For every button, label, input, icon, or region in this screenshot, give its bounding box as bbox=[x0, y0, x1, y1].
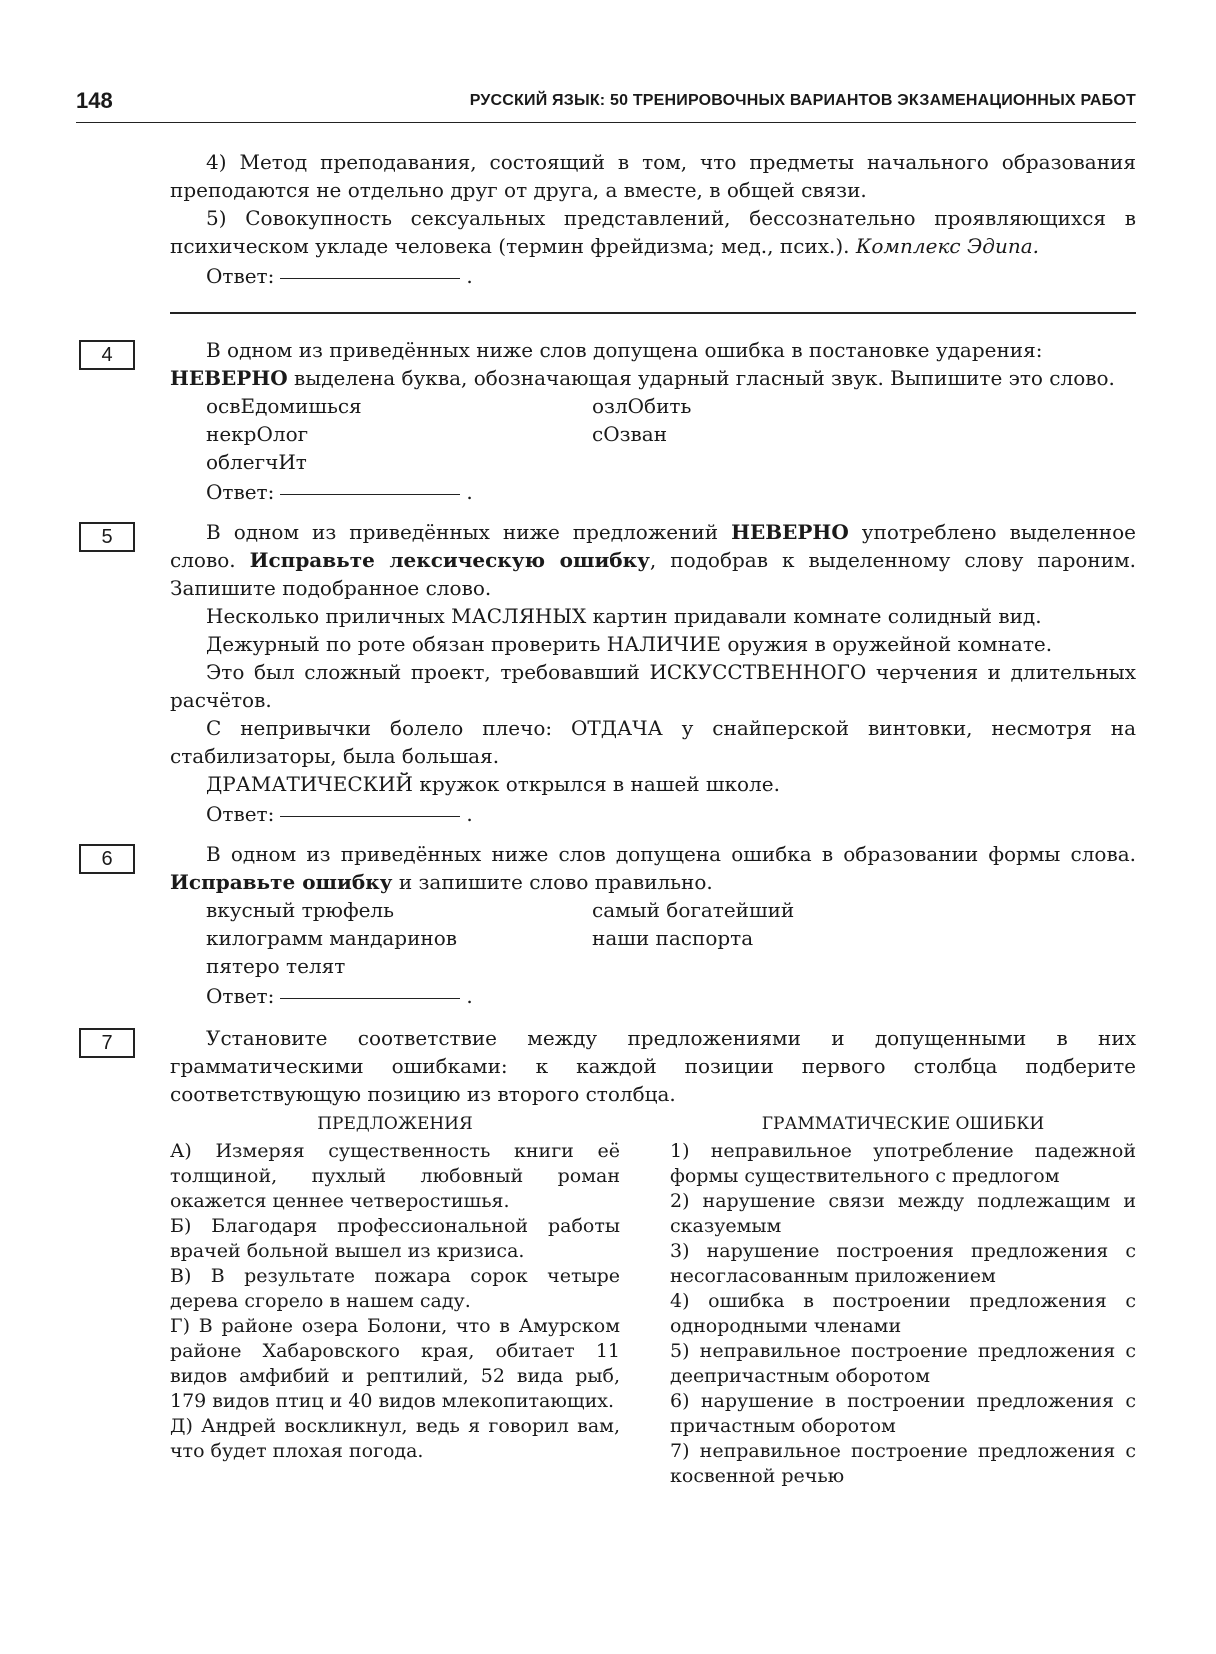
word-item: килограмм мандаринов bbox=[206, 926, 458, 950]
task-4-instruction bbox=[170, 336, 1136, 392]
sentence-option: Д) Андрей воскликнул, ведь я говорил вам, что будет плохая погода. bbox=[170, 1415, 620, 1462]
answer-end: . bbox=[466, 480, 473, 504]
word-item: облегчИт bbox=[206, 450, 307, 474]
answer-label: Ответ: bbox=[206, 264, 275, 288]
sentence-item: Это был сложный проект, требовавший ИСКУССТВЕННОГО черчения и длительных расчётов. bbox=[170, 660, 1136, 712]
answer-blank[interactable] bbox=[280, 494, 460, 495]
word-item: некрОлог bbox=[206, 422, 309, 446]
sentence-item: Несколько приличных МАСЛЯНЫХ картин придавали комнате солидный вид. bbox=[206, 604, 1042, 628]
task-bold: Исправьте лексическую ошибку bbox=[249, 548, 650, 572]
error-option: 5) неправильное построение предложения с деепричастным оборотом bbox=[670, 1340, 1136, 1387]
task-number-box: 4 bbox=[79, 340, 135, 370]
error-option: 2) нарушение связи между подлежащим и сказуемым bbox=[670, 1190, 1136, 1237]
task-4-word-list bbox=[170, 392, 1136, 476]
task-bold: НЕВЕРНО bbox=[731, 520, 849, 544]
error-option: 1) неправильное употребление падежной формы существительного с предлогом bbox=[670, 1140, 1136, 1187]
definition-item-5-text: 5) Совокупность сексуальных представлений, бессознательно проявляющихся в психическом укладе человека (термин фрейдизма; мед., псих.). bbox=[170, 206, 1136, 258]
task-text: употреблено выделенное слово. bbox=[170, 520, 1137, 572]
definition-item-4: 4) Метод преподавания, состоящий в том, что предметы начального образования преподаются не отдельно друг от друга, а вместе, в общей связи. bbox=[170, 150, 1136, 202]
task-number-box: 7 bbox=[79, 1028, 135, 1058]
task-6 bbox=[101, 840, 1136, 1010]
task-number-box: 6 bbox=[79, 844, 135, 874]
error-option: 4) ошибка в построении предложения с однородными членами bbox=[670, 1290, 1136, 1337]
word-item: озлОбить bbox=[592, 394, 692, 418]
task-6-word-list bbox=[170, 896, 1136, 980]
sentence-option: Г) В районе озера Болони, что в Амурском районе Хабаровского края, обитает 11 видов амфибий и рептилий, 52 вида рыб, 179 видов птиц и 40 видов млекопитающих. bbox=[170, 1315, 620, 1412]
column-header: ПРЕДЛОЖЕНИЯ bbox=[317, 1114, 473, 1134]
answer-label: Ответ: bbox=[206, 984, 275, 1008]
answer-end: . bbox=[466, 984, 473, 1008]
task-text: и запишите слово правильно. bbox=[398, 870, 713, 894]
definition-item-5-italic: Комплекс Эдипа. bbox=[855, 234, 1039, 258]
task-number-box: 5 bbox=[79, 522, 135, 552]
task-text: В одном из приведённых ниже предложений bbox=[206, 520, 719, 544]
intro-block bbox=[170, 148, 1136, 290]
word-item: освЕдомишься bbox=[206, 394, 362, 418]
answer-line bbox=[170, 478, 1136, 506]
task-text: В одном из приведённых ниже слов допущена ошибка в образовании формы слова. bbox=[206, 842, 1136, 866]
task-text: , подобрав к выделенному слову пароним. Запишите подобранное слово. bbox=[170, 548, 1137, 600]
sentence-option: В) В результате пожара сорок четыре дерева сгорело в нашем саду. bbox=[170, 1265, 620, 1312]
page-content bbox=[101, 148, 1137, 1497]
error-option: 3) нарушение построения предложения с несогласованным приложением bbox=[670, 1240, 1136, 1287]
section-divider bbox=[170, 312, 1136, 314]
word-column-left bbox=[206, 896, 592, 980]
task-6-instruction bbox=[170, 840, 1136, 896]
sentence-item: ДРАМАТИЧЕСКИЙ кружок открылся в нашей школе. bbox=[206, 772, 780, 796]
word-item: сОзван bbox=[592, 422, 668, 446]
word-column-left bbox=[206, 392, 592, 476]
task-bold: Исправьте ошибку bbox=[170, 870, 393, 894]
header-rule bbox=[76, 122, 1136, 123]
sentence-item: С непривычки болело плечо: ОТДАЧА у снайперской винтовки, несмотря на стабилизаторы, была большая. bbox=[170, 716, 1136, 768]
word-item: наши паспорта bbox=[592, 926, 754, 950]
task-7 bbox=[101, 1024, 1136, 1489]
error-option: 6) нарушение в построении предложения с причастным оборотом bbox=[670, 1390, 1136, 1437]
errors-column bbox=[670, 1112, 1136, 1489]
answer-line bbox=[170, 982, 1136, 1010]
definition-item-5 bbox=[170, 204, 1136, 260]
task-5 bbox=[101, 518, 1137, 828]
sentence-option: А) Измеряя существенность книги её толщиной, пухлый любовный роман окажется ценнее четверостишья. bbox=[170, 1140, 620, 1212]
task-4 bbox=[101, 336, 1136, 506]
word-column-right bbox=[592, 896, 1136, 980]
word-item: пятеро телят bbox=[206, 954, 346, 978]
sentence-option: Б) Благодаря профессиональной работы врачей больной вышел из кризиса. bbox=[170, 1215, 620, 1262]
task-7-instruction: Установите соответствие между предложениями и допущенными в них грамматическими ошибками: к каждой позиции первого столбца подберите соответствующую позицию из второго столбца. bbox=[170, 1026, 1136, 1106]
answer-blank[interactable] bbox=[280, 278, 460, 279]
answer-line bbox=[170, 262, 1136, 290]
task-5-instruction bbox=[170, 518, 1136, 602]
task-text: выделена буква, обозначающая ударный гласный звук. Выпишите это слово. bbox=[294, 366, 1115, 390]
column-header: ГРАММАТИЧЕСКИЕ ОШИБКИ bbox=[761, 1114, 1045, 1134]
matching-table bbox=[170, 1112, 1136, 1489]
sentence-item: Дежурный по роте обязан проверить НАЛИЧИЕ оружия в оружейной комнате. bbox=[206, 632, 1053, 656]
task-bold: НЕВЕРНО bbox=[170, 366, 288, 390]
answer-blank[interactable] bbox=[280, 998, 460, 999]
answer-end: . bbox=[466, 264, 473, 288]
answer-end: . bbox=[466, 802, 473, 826]
word-item: вкусный трюфель bbox=[206, 898, 395, 922]
task-text: В одном из приведённых ниже слов допущена ошибка в постановке ударения: bbox=[206, 338, 1043, 362]
answer-label: Ответ: bbox=[206, 480, 275, 504]
page-number: 148 bbox=[76, 88, 113, 113]
word-column-right bbox=[592, 392, 1136, 476]
word-item: самый богатейший bbox=[592, 898, 795, 922]
answer-label: Ответ: bbox=[206, 802, 275, 826]
answer-line bbox=[170, 800, 1136, 828]
sentences-column bbox=[170, 1112, 620, 1489]
error-option: 7) неправильное построение предложения с косвенной речью bbox=[670, 1440, 1136, 1487]
running-title: РУССКИЙ ЯЗЫК: 50 ТРЕНИРОВОЧНЫХ ВАРИАНТОВ ЭКЗАМЕНАЦИОННЫХ РАБОТ bbox=[469, 92, 1136, 109]
answer-blank[interactable] bbox=[280, 816, 460, 817]
